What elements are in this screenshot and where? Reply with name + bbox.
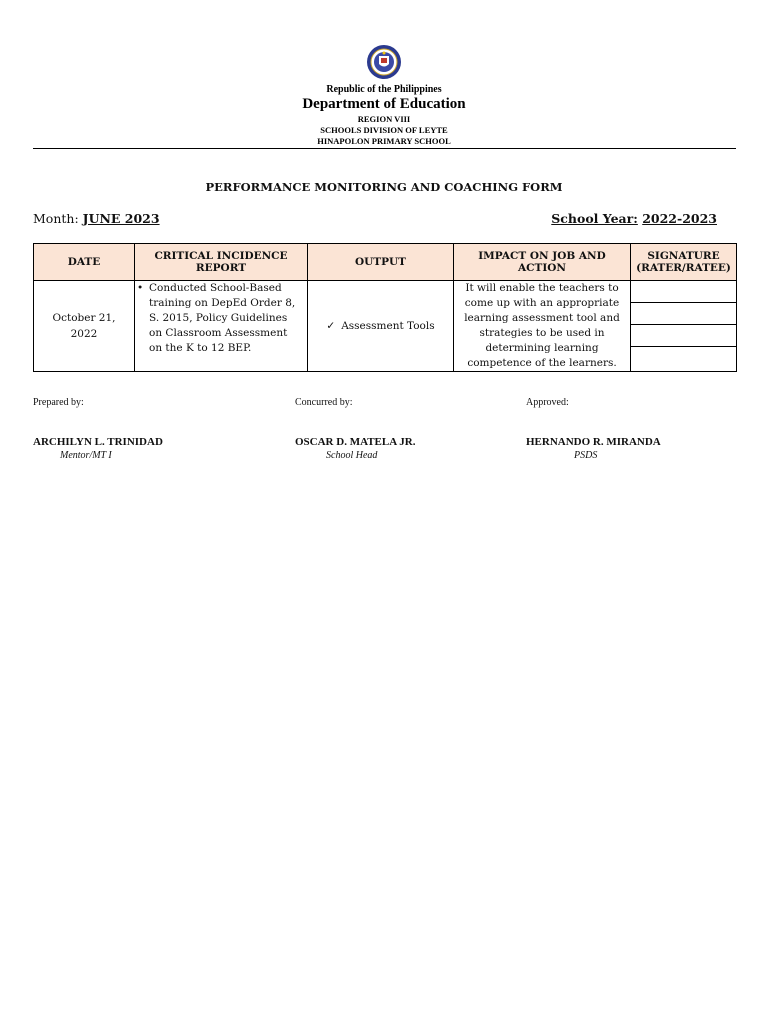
concurred-by-name: OSCAR D. MATELA JR. <box>295 436 416 448</box>
form-title: PERFORMANCE MONITORING AND COACHING FORM <box>205 180 563 194</box>
prepared-by-name: ARCHILYN L. TRINIDAD <box>33 436 163 448</box>
header-output: OUTPUT <box>308 244 454 281</box>
header-impact: IMPACT ON JOB AND ACTION <box>454 244 631 281</box>
header-signature: SIGNATURE (RATER/RATEE) <box>631 244 737 281</box>
signature-cell <box>631 281 737 372</box>
list-item: • Conducted School-Based training on DepEd Order 8, S. 2015, Policy Guidelines on Classroom Assessment on the K to 12 BEP. <box>149 281 307 356</box>
month-field <box>33 211 160 226</box>
date-cell: October 21, 2022 <box>34 281 135 372</box>
header-date: DATE <box>34 244 135 281</box>
school-year-value: 2022-2023 <box>642 211 717 226</box>
deped-seal-icon <box>366 44 402 80</box>
concurred-by-position: School Head <box>326 450 378 461</box>
month-value: JUNE 2023 <box>82 211 160 226</box>
prepared-by-label: Prepared by: <box>33 397 84 408</box>
school-heading: HINAPOLON PRIMARY SCHOOL <box>317 136 451 146</box>
signature-slot <box>631 303 736 325</box>
republic-heading: Republic of the Philippines <box>326 84 442 95</box>
region-heading: REGION VIII <box>357 114 411 124</box>
approved-position: PSDS <box>574 450 598 461</box>
month-label: Month: <box>33 211 79 226</box>
critical-incidence-cell <box>135 281 308 372</box>
impact-cell: It will enable the teachers to come up with an appropriate learning assessment tool and strategies to be used in determining learning competence of the learners. <box>454 281 631 372</box>
signature-slot <box>631 347 736 369</box>
school-year-field <box>551 211 717 226</box>
header-critical-incidence: CRITICAL INCIDENCE REPORT <box>135 244 308 281</box>
check-icon: ✓ <box>326 320 336 332</box>
approved-label: Approved: <box>526 397 569 408</box>
signature-slot <box>631 281 736 303</box>
concurred-by-label: Concurred by: <box>295 397 353 408</box>
signature-slot <box>631 325 736 347</box>
header-divider <box>33 148 736 149</box>
table-header-row <box>34 244 737 281</box>
division-heading: SCHOOLS DIVISION OF LEYTE <box>320 125 448 135</box>
prepared-by-position: Mentor/MT I <box>60 450 112 461</box>
output-cell: ✓ Assessment Tools <box>308 281 454 372</box>
department-heading: Department of Education <box>302 96 466 112</box>
school-year-label: School Year: <box>551 211 638 226</box>
approved-name: HERNANDO R. MIRANDA <box>526 436 661 448</box>
monitoring-table <box>33 243 737 372</box>
table-row <box>34 281 737 372</box>
